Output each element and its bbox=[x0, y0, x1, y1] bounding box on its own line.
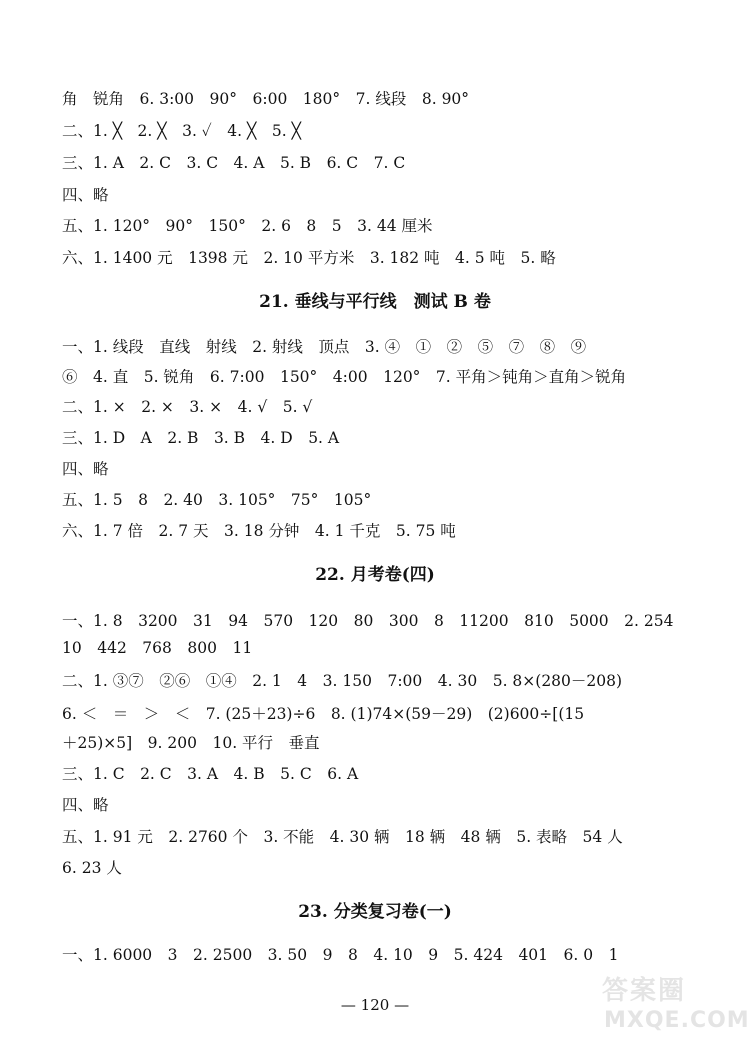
answer-line: 五、1. 91 元 2. 2760 个 3. 不能 4. 30 辆 18 辆 48 辆 5. 表略 54 人 bbox=[62, 828, 623, 846]
answer-line: 二、1. × 2. × 3. × 4. √ 5. √ bbox=[62, 398, 313, 416]
page-number: — 120 — bbox=[340, 996, 410, 1014]
watermark-text-bottom: MXQE.COM bbox=[604, 1008, 750, 1033]
watermark-text-top: 答案圈 bbox=[602, 976, 687, 1006]
answer-line: 6. 23 人 bbox=[62, 859, 122, 877]
answer-line: 二、1. ③⑦ ②⑥ ①④ 2. 1 4 3. 150 7:00 4. 30 5. 8×(280－208) bbox=[62, 672, 623, 690]
answer-line: 二、1. ╳ 2. ╳ 3. ✓ 4. ╳ 5. ╳ bbox=[62, 122, 301, 140]
answer-line: ＋25)×5] 9. 200 10. 平行 垂直 bbox=[62, 734, 320, 752]
answer-line: 六、1. 1400 元 1398 元 2. 10 平方米 3. 182 吨 4. 5 吨 5. 略 bbox=[62, 249, 556, 267]
section-title-22: 22. 月考卷(四) bbox=[315, 565, 435, 585]
answer-line: 一、1. 6000 3 2. 2500 3. 50 9 8 4. 10 9 5. 424 401 6. 0 1 bbox=[62, 946, 619, 964]
answer-line: 一、1. 8 3200 31 94 570 120 80 300 8 11200 810 5000 2. 254 bbox=[62, 612, 674, 630]
section-title-21: 21. 垂线与平行线 测试 B 卷 bbox=[259, 292, 491, 312]
answer-line: 四、略 bbox=[62, 186, 109, 204]
section-title-23: 23. 分类复习卷(一) bbox=[298, 902, 452, 922]
answer-line: 6. ＜ ＝ ＞ ＜ 7. (25＋23)÷6 8. (1)74×(59－29) (2)600÷[(15 bbox=[62, 705, 585, 723]
answer-line: 六、1. 7 倍 2. 7 天 3. 18 分钟 4. 1 千克 5. 75 吨 bbox=[62, 522, 456, 540]
answer-line: 三、1. A 2. C 3. C 4. A 5. B 6. C 7. C bbox=[62, 154, 406, 172]
answer-line: 三、1. C 2. C 3. A 4. B 5. C 6. A bbox=[62, 765, 359, 783]
answer-line: 一、1. 线段 直线 射线 2. 射线 顶点 3. ④ ① ② ⑤ ⑦ ⑧ ⑨ bbox=[62, 338, 587, 356]
answer-line: 四、略 bbox=[62, 460, 109, 478]
answer-line: 角 锐角 6. 3:00 90° 6:00 180° 7. 线段 8. 90° bbox=[62, 90, 470, 108]
answer-line: 10 442 768 800 11 bbox=[62, 639, 253, 657]
answer-line: 三、1. D A 2. B 3. B 4. D 5. A bbox=[62, 429, 340, 447]
answer-line: ⑥ 4. 直 5. 锐角 6. 7:00 150° 4:00 120° 7. 平角＞钝角＞直角＞锐角 bbox=[62, 368, 627, 386]
answer-line: 五、1. 120° 90° 150° 2. 6 8 5 3. 44 厘米 bbox=[62, 217, 433, 235]
answer-line: 四、略 bbox=[62, 796, 109, 814]
answer-line: 五、1. 5 8 2. 40 3. 105° 75° 105° bbox=[62, 491, 372, 509]
watermark-logo bbox=[602, 968, 750, 1040]
